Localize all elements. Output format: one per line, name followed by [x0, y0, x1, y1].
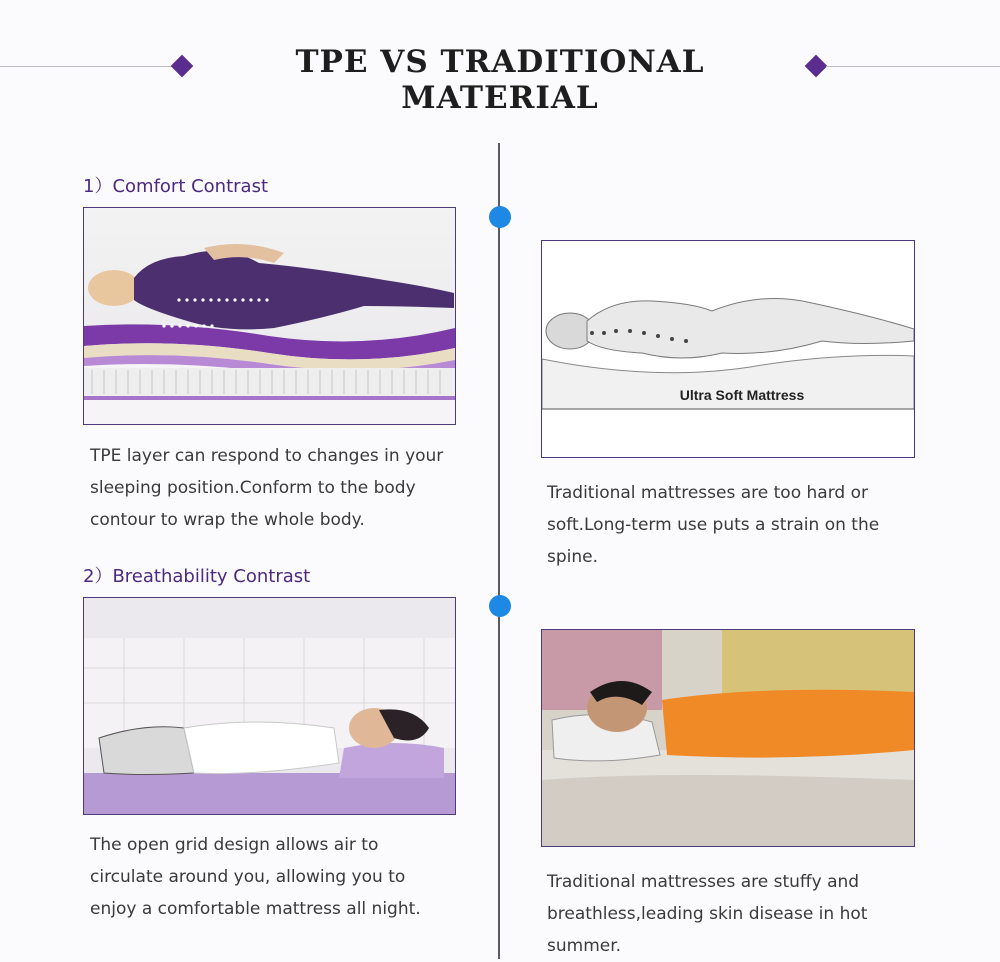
traditional-comfort-description: Traditional mattresses are too hard or soft.Long-term use puts a strain on the spine. — [547, 483, 880, 567]
diamond-icon-left — [171, 55, 194, 78]
timeline-line — [498, 143, 500, 959]
traditional-breathability-illustration — [542, 630, 914, 846]
tpe-breathability-image — [83, 597, 456, 815]
tpe-comfort-description: TPE layer can respond to changes in your sleeping position.Conform to the body contour to wrap the whole body. — [90, 446, 444, 530]
tpe-comfort-illustration — [84, 208, 455, 424]
section-heading-breathability: 2）Breathability Contrast — [83, 566, 311, 587]
traditional-comfort-illustration — [542, 241, 914, 457]
ultra-soft-caption: Ultra Soft Mattress — [679, 387, 805, 403]
tpe-breathability-illustration — [84, 598, 455, 814]
traditional-comfort-image — [541, 240, 915, 458]
timeline-dot-1 — [489, 206, 511, 228]
title-rule-left — [0, 66, 176, 67]
tpe-comfort-image — [83, 207, 456, 425]
title-rule-right — [826, 66, 1000, 67]
tpe-breathability-description: The open grid design allows air to circulate around you, allowing you to enjoy a comfortable mattress all night. — [90, 835, 421, 919]
diamond-icon-right — [805, 55, 828, 78]
section-heading-comfort: 1）Comfort Contrast — [83, 176, 269, 197]
traditional-breathability-description: Traditional mattresses are stuffy and breathless,leading skin disease in hot summer. — [547, 872, 868, 956]
timeline-dot-2 — [489, 595, 511, 617]
traditional-breathability-image — [541, 629, 915, 847]
page-title: TPE VS TRADITIONAL MATERIAL — [295, 44, 705, 116]
